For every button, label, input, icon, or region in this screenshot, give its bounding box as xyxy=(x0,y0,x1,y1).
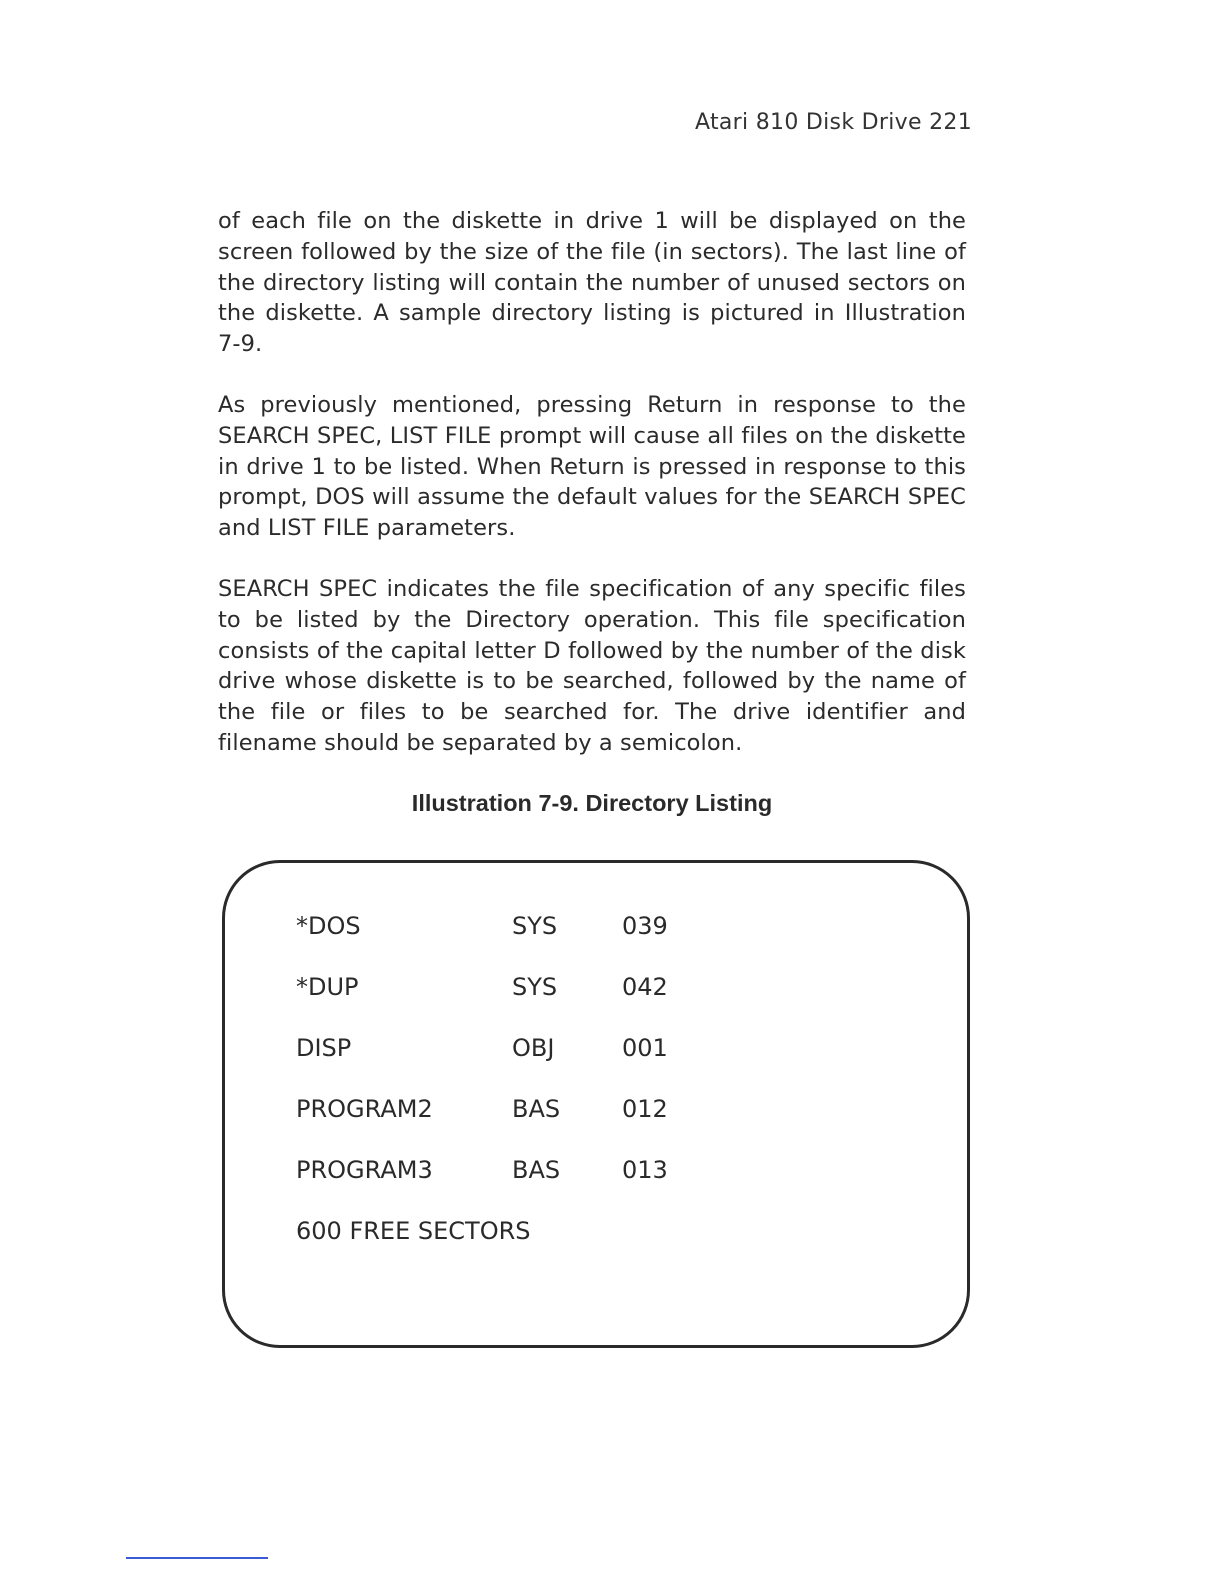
file-extension: SYS xyxy=(512,973,558,1001)
directory-listing xyxy=(296,912,796,1257)
file-extension: SYS xyxy=(512,912,558,940)
paragraph-3: SEARCH SPEC indicates the file specification of any specific files to be listed by the Directory operation. This file specification consists of the capital letter D followed by the number of the disk drive whose diskette is to be searched, followed by the name of the file or files to be searched for. The drive identifier and filename should be separated by a semicolon. xyxy=(218,575,966,756)
file-sectors: 001 xyxy=(622,1034,668,1062)
directory-row xyxy=(296,1156,796,1217)
file-extension: BAS xyxy=(512,1095,561,1123)
directory-row xyxy=(296,973,796,1034)
file-extension: BAS xyxy=(512,1156,561,1184)
directory-row xyxy=(296,1095,796,1156)
directory-row xyxy=(296,912,796,973)
directory-row xyxy=(296,1034,796,1095)
file-sectors: 042 xyxy=(622,973,668,1001)
running-head: Atari 810 Disk Drive 221 xyxy=(695,110,972,135)
paragraph-1: of each file on the diskette in drive 1 will be displayed on the screen followed by the size of the file (in sectors). The last line of the directory listing will contain the number of unused sectors on the diskette. A sample directory listing is pictured in Illustration 7-9. xyxy=(218,208,966,358)
file-name: DISP xyxy=(296,1034,352,1062)
illustration-caption: Illustration 7-9. Directory Listing xyxy=(411,790,773,816)
file-name: PROGRAM3 xyxy=(296,1156,433,1184)
file-sectors: 013 xyxy=(622,1156,668,1184)
file-sectors: 039 xyxy=(622,912,668,940)
body-text xyxy=(218,206,966,789)
file-extension: OBJ xyxy=(512,1034,555,1062)
file-name: *DOS xyxy=(296,912,361,940)
free-sectors-line: 600 FREE SECTORS xyxy=(296,1217,531,1245)
scan-mark xyxy=(126,1557,268,1559)
file-sectors: 012 xyxy=(622,1095,668,1123)
paragraph-2: As previously mentioned, pressing Return in response to the SEARCH SPEC, LIST FILE prompt will cause all files on the diskette in drive 1 to be listed. When Return is pressed in response to this prompt, DOS will assume the default values for the SEARCH SPEC and LIST FILE parameters. xyxy=(218,391,966,542)
file-name: PROGRAM2 xyxy=(296,1095,433,1123)
file-name: *DUP xyxy=(296,973,359,1001)
